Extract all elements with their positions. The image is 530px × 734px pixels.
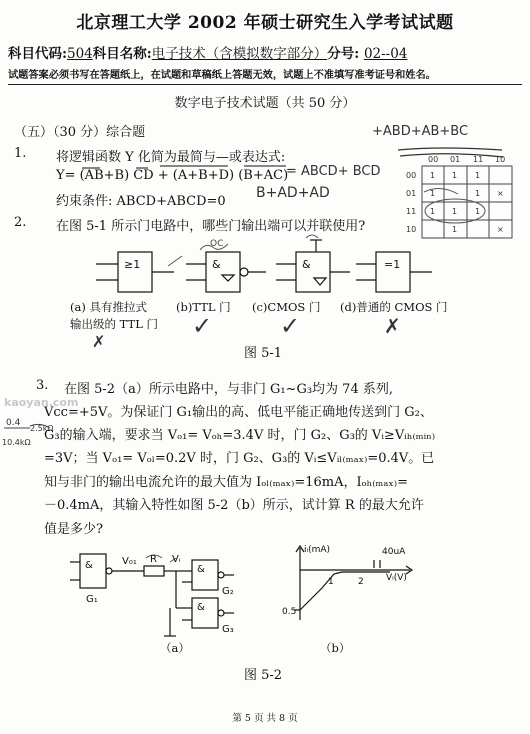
subject-name-label: 科目名称: — [92, 46, 152, 62]
exam-title: 北京理工大学 2002 年硕士研究生入学考试试题 — [76, 13, 454, 33]
gate-b-note: OC — [210, 239, 224, 249]
gate-c-symbol: & — [302, 258, 311, 271]
g2-symbol: & — [197, 564, 205, 575]
q3-number: 3. — [36, 378, 49, 393]
svg-text:1: 1 — [452, 225, 458, 234]
vi-label: Vᵢ — [172, 554, 181, 565]
fig-b-tick-2: 2 — [358, 577, 364, 587]
margin-note-1: 0.4 — [6, 418, 21, 428]
kmap-row-1: 01 — [406, 189, 417, 198]
q3-line-1: 在图 5-2（a）所示电路中，与非门 G₁~G₃均为 74 系列, — [64, 382, 393, 397]
figure-5-2-caption: 图 5-2 — [244, 668, 283, 683]
kmap-row-0: 00 — [406, 171, 417, 180]
gate-b-symbol: & — [212, 258, 221, 271]
fig-b-tick-y: 0.5 — [282, 607, 297, 617]
g2-label: G₂ — [222, 586, 234, 597]
gate-d-symbol: =1 — [384, 258, 401, 271]
subject-code-label: 科目代码: — [8, 46, 67, 62]
kmap-row-2: 11 — [406, 207, 417, 216]
svg-text:×: × — [497, 225, 504, 234]
figure-5-1-caption: 图 5-1 — [244, 346, 283, 361]
svg-text:1: 1 — [430, 171, 436, 180]
svg-text:1: 1 — [475, 189, 481, 198]
page-footer: 第 5 页 共 8 页 — [232, 713, 298, 724]
margin-strokes — [0, 412, 60, 452]
page-no: 02--04 — [363, 46, 408, 62]
gate-c-mark: ✓ — [280, 312, 301, 340]
page-no-label: 分号: — [327, 46, 360, 62]
gate-d-mark: ✗ — [384, 314, 401, 338]
g3-symbol: & — [197, 602, 205, 613]
kmap-sketch — [400, 148, 520, 243]
fig-b-ylabel: iᵢ(mA) — [304, 545, 331, 555]
gate-a-label-1: (a) 具有推拉式 — [70, 300, 147, 314]
q1-hand-expr2: +ABD+AB+BC — [372, 124, 469, 139]
q1-constraint: 约束条件: ABCD+ABCD=0 — [56, 194, 226, 209]
svg-text:1: 1 — [452, 171, 458, 180]
watermark: kaoyan.com — [4, 396, 79, 409]
q1-hand-expr1: = ABCD+ BCD — [286, 164, 381, 179]
q3-line-3: G₃的输入端，要求当 Vₒ₁= Vₒₕ=3.4V 时，门 G₂、G₃的 Vᵢ≥Vᵢₕ₍ₘᵢₙ₎ — [44, 428, 436, 443]
resistor-label: R — [150, 554, 157, 565]
margin-note-2: 2.5kΩ — [30, 424, 54, 433]
gate-b-mark: ✓ — [192, 312, 213, 340]
fig-5-2a-caption: （a） — [160, 641, 190, 655]
svg-text:1: 1 — [430, 189, 436, 198]
section-title: 数字电子技术试题（共 50 分） — [174, 96, 356, 111]
gate-b-label: (b)TTL 门 — [176, 300, 231, 314]
q3-line-7: 值是多少? — [44, 522, 103, 537]
q1-text: 将逻辑函数 Y 化简为最简与—或表达式: — [56, 150, 286, 165]
g3-label: G₃ — [222, 624, 234, 635]
margin-note-3: 10.4kΩ — [2, 438, 31, 447]
fig-5-2b-caption: （b） — [320, 641, 351, 655]
svg-text:1: 1 — [452, 207, 458, 216]
svg-text:×: × — [497, 189, 504, 198]
figure-5-2b — [282, 540, 422, 630]
part-heading: （五）（30 分）综合题 — [14, 125, 146, 140]
kmap-col-0: 00 — [428, 155, 439, 164]
q3-line-6: －0.4mA，其输入特性如图 5-2（b）所示，试计算 R 的最大允许 — [44, 498, 424, 513]
vo1-label: V₀₁ — [122, 556, 137, 567]
gate-a-mark: ✗ — [92, 332, 106, 351]
svg-text:1: 1 — [475, 171, 481, 180]
fig-b-tick-1: 1 — [328, 577, 334, 587]
svg-text:1: 1 — [430, 207, 436, 216]
exam-notice: 试题答案必须书写在答题纸上，在试题和草稿纸上答题无效，试题上不准填写准考证号和姓名。 — [8, 69, 436, 81]
q3-line-5: 知与非门的输出电流允许的最大值为 Iₒₗ₍ₘₐₓ₎=16mA，Iₒₕ₍ₘₐₓ₎= — [44, 475, 409, 490]
kmap-col-3: 10 — [495, 155, 506, 164]
gate-a-label-2: 输出级的 TTL 门 — [70, 317, 159, 331]
q1-number: 1. — [14, 146, 27, 161]
gate-d-label: (d)普通的 CMOS 门 — [340, 300, 448, 314]
subject-code: 504 — [66, 46, 93, 62]
g1-label: G₁ — [86, 594, 98, 605]
gate-c-label: (c)CMOS 门 — [252, 300, 321, 314]
svg-text:1: 1 — [475, 207, 481, 216]
q1-hand-result: B+AD+AD — [256, 185, 330, 201]
kmap-row-3: 10 — [406, 225, 417, 234]
kmap-col-2: 11 — [473, 155, 484, 164]
q2-number: 2. — [14, 215, 27, 230]
gate-a-symbol: ≥1 — [124, 258, 141, 271]
q1-expression: Y= (AB+B) CD + (A+B+D) (B+AC) — [56, 168, 289, 183]
q3-line-2: Vcc=+5V。为保证门 G₁输出的高、低电平能正确地传送到门 G₂、 — [44, 405, 433, 420]
g1-symbol: & — [85, 560, 93, 571]
q3-line-4: =3V；当 Vₒ₁= Vₒₗ=0.2V 时，门 G₂、G₃的 Vᵢ≤Vᵢₗ₍ₘₐₓ₎=0.4V。已 — [44, 451, 435, 466]
q2-text: 在图 5-1 所示门电路中，哪些门输出端可以并联使用? — [56, 219, 366, 234]
kmap-col-1: 01 — [450, 155, 461, 164]
subject-name: 电子技术（含模拟数字部分） — [151, 46, 328, 62]
fig-b-xlabel: Vᵢ(V) — [386, 573, 407, 583]
fig-b-annot: 40uA — [382, 547, 406, 557]
figure-5-2a — [70, 548, 290, 648]
